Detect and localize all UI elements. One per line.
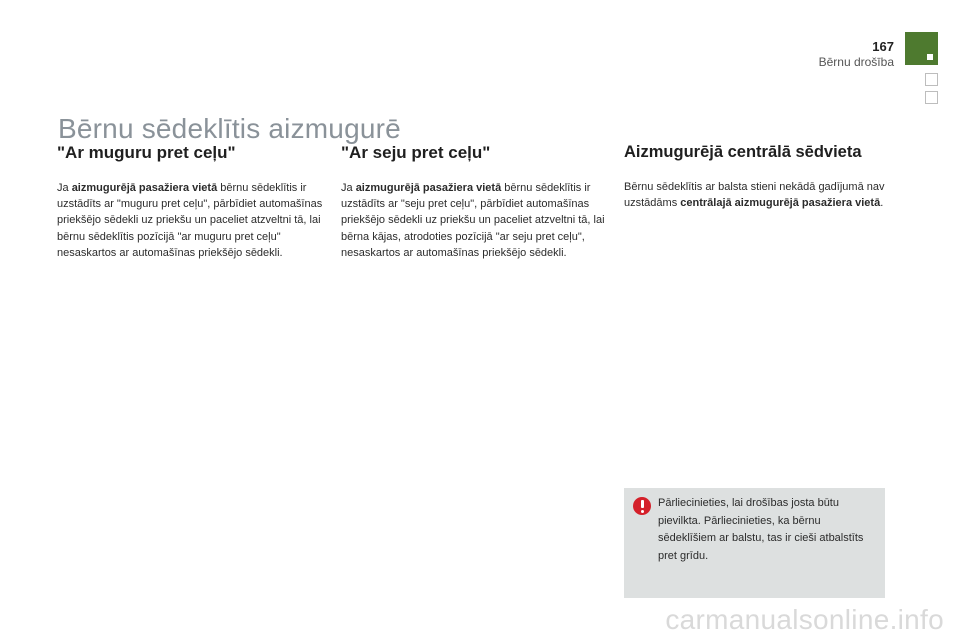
column-rear-facing [57, 143, 327, 261]
chapter-tab-empty[interactable] [925, 91, 938, 104]
warning-box [624, 488, 885, 598]
text-bold: aizmugurējā pasažiera vietā [355, 182, 502, 194]
watermark: carmanualsonline.info [665, 604, 944, 635]
chapter-tab-active[interactable] [905, 32, 938, 65]
text-normal: bērnu sēdeklītis ir uzstādīts ar "seju pret ceļu", pārbīdiet automašīnas priekšējo sēdekli uz priekšu un paceliet atzveltni tā, lai bērna kājas, atrodoties pozīcijā "ar seju pret ceļu", nesaskartos ar automašīnas priekšējo sēdekli. [341, 182, 605, 259]
warning-icon [633, 497, 651, 515]
column-heading: "Ar seju pret ceļu" [341, 143, 491, 162]
column-paragraph [624, 179, 889, 211]
column-paragraph [341, 180, 611, 261]
column-rear-center-seat [624, 143, 889, 211]
warning-text: Pārliecinieties, lai drošības josta būtu pievilkta. Pārliecinieties, ka bērnu sēdeklīšiem ar balstu, tas ir cieši atbalstīts pret grīdu. [658, 497, 864, 562]
text-normal: Bērnu sēdeklītis ar balsta stieni nekādā gadījumā nav uzstādāms [624, 181, 885, 210]
column-heading: Aizmugurējā centrālā sēdvieta [624, 143, 862, 161]
text-normal: . [880, 197, 884, 210]
text-bold: aizmugurējā pasažiera vietā [71, 182, 218, 194]
column-paragraph [57, 180, 327, 261]
column-forward-facing [341, 143, 611, 261]
section-title: Bērnu drošība [818, 55, 894, 69]
column-heading: "Ar muguru pret ceļu" [57, 143, 236, 162]
square-icon [927, 54, 933, 60]
text-normal: bērnu sēdeklītis ir uzstādīts ar "muguru pret ceļu", pārbīdiet automašīnas priekšējo sēdekli uz priekšu un paceliet atzveltni tā, lai bērnu sēdeklītis pozīcijā "ar muguru pret ceļu" nesaskartos ar automašīnas priekšējo sēdekli. [57, 182, 323, 259]
text-bold: centrālajā aizmugurējā pasažiera vietā [680, 197, 881, 210]
chapter-tab-empty[interactable] [925, 73, 938, 86]
page-title: Bērnu sēdeklītis aizmugurē [58, 112, 401, 144]
text-normal: Ja [341, 182, 356, 194]
page-number: 167 [872, 39, 894, 54]
text-normal: Ja [57, 182, 72, 194]
